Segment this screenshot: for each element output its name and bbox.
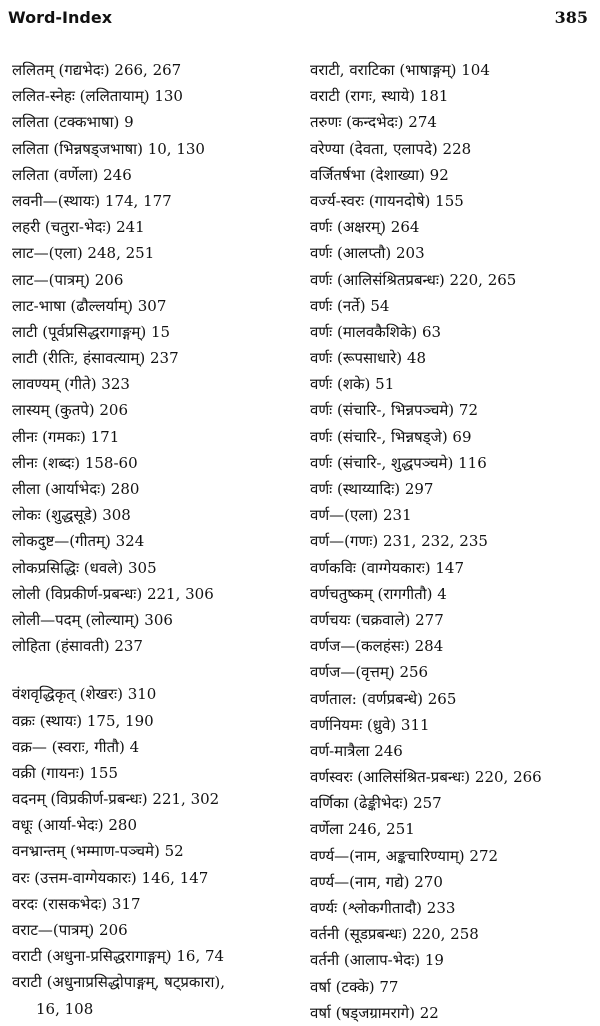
index-entry: वर्णः (संचारि-, भिन्नपञ्चमे) 72 [310, 401, 479, 420]
index-entry: लावण्यम् (गीते) 323 [12, 375, 130, 394]
index-entry: लाट—(पात्रम्) 206 [12, 270, 124, 289]
index-entry: वर्णेला 246, 251 [310, 820, 415, 839]
index-entry: लहरी (चतुरा-भेदः) 241 [12, 218, 145, 237]
index-entry: वरः (उत्तम-वाग्गेयकारः) 146, 147 [12, 868, 209, 887]
index-entry: ललित-स्नेहः (ललितायाम्) 130 [12, 87, 183, 106]
index-entry: वराटी (अधुनाप्रसिद्धोपाङ्गम्, षट्प्रकारा), [12, 973, 225, 992]
index-entry: लीला (आर्याभेदः) 280 [12, 480, 140, 498]
index-entry: लास्यम् (कुतपे) 206 [12, 401, 129, 420]
index-entry: ललिता (वर्णेला) 246 [12, 165, 132, 184]
index-column-right [310, 57, 595, 1026]
index-entry: वर्ण्य—(नाम, अङ्कचारिण्याम्) 272 [310, 846, 499, 865]
index-entry: वर्णः (रूपसाधारे) 48 [310, 349, 426, 368]
index-entry: वर्णस्वरः (आलिसंश्रित-प्रबन्धः) 220, 266 [310, 768, 542, 787]
index-entry: लोकदुष्ट—(गीतम्) 324 [12, 532, 145, 551]
index-entry: वरेण्या (देवता, एलापदे) 228 [310, 139, 472, 158]
index-entry: वर्णनियमः (ध्रुवे) 311 [310, 715, 430, 734]
index-entry: वर्णज—(कलहंसः) 284 [310, 637, 444, 656]
index-entry: वर्जितर्षभा (देशाख्या) 92 [310, 165, 449, 184]
page-number: 385 [554, 8, 588, 27]
index-entry: लीनः (शब्दः) 158-60 [12, 453, 138, 472]
index-entry: लोकप्रसिद्धिः (धवले) 305 [12, 558, 157, 577]
index-entry: वंशवृद्धिकृत् (शेखरः) 310 [12, 685, 157, 704]
index-entry: लोली (विप्रकीर्ण-प्रबन्धः) 221, 306 [12, 584, 214, 603]
index-entry: लीनः (गमकः) 171 [12, 427, 120, 446]
index-entry: वर्णः (शके) 51 [310, 375, 395, 394]
index-entry: वर्णः (स्थाय्यादिः) 297 [310, 480, 434, 498]
index-entry: वर्ण—(गणः) 231, 232, 235 [310, 532, 488, 551]
index-entry: वर्णताल: (वर्णप्रबन्धे) 265 [310, 689, 457, 708]
index-entry: वर्णः (मालवकैशिके) 63 [310, 322, 442, 341]
index-entry: वक्रः (स्थायः) 175, 190 [12, 711, 154, 730]
index-entry: वर्णः (संचारि-, भिन्नषड्जे) 69 [310, 427, 472, 446]
index-entry: वर्णः (आलिसंश्रितप्रबन्धः) 220, 265 [310, 270, 517, 289]
index-entry: वर्तनी (सूडप्रबन्धः) 220, 258 [310, 925, 479, 944]
index-entry: वर्ण्य—(नाम, गद्ये) 270 [310, 872, 443, 891]
index-column-left [12, 57, 292, 1022]
index-entry: लाटी (पूर्वप्रसिद्धरागाङ्गम्) 15 [12, 322, 171, 341]
index-entry: वरदः (रासकभेदः) 317 [12, 894, 141, 913]
index-entry: वराटी, वराटिका (भाषाङ्गम्) 104 [310, 61, 490, 79]
index-entry: वर्णकविः (वाग्गेयकारः) 147 [310, 558, 464, 577]
index-entry: ललिता (टक्कभाषा) 9 [12, 113, 134, 132]
index-entry: लोहिता (हंसावती) 237 [12, 637, 143, 656]
index-entry: वर्णः (नर्ते) 54 [310, 296, 390, 315]
index-entry: वर्णः (संचारि-, शुद्धपञ्चमे) 116 [310, 453, 487, 472]
running-title: Word-Index [8, 8, 113, 27]
index-entry: लोकः (शुद्धसूडे) 308 [12, 506, 131, 525]
index-entry: लवनी—(स्थायः) 174, 177 [12, 191, 172, 210]
index-entry: लाट-भाषा (ढौल्लर्याम्) 307 [12, 296, 167, 315]
index-entry: वधूः (आर्या-भेदः) 280 [12, 816, 137, 835]
index-entry: वर्णचयः (चक्रवाले) 277 [310, 610, 444, 629]
index-entry: ललितम् (गद्यभेदः) 266, 267 [12, 61, 182, 79]
index-entry: वर्ण—(एला) 231 [310, 506, 412, 525]
index-entry: वक्र— (स्वराः, गीतौ) 4 [12, 737, 140, 756]
index-entry: वराटी (अधुना-प्रसिद्धरागाङ्गम्) 16, 74 [12, 947, 225, 966]
index-entry: वर्णचतुष्कम् (रागगीतौ) 4 [310, 584, 447, 603]
index-entry: 16, 108 [36, 999, 94, 1018]
index-entry: वर्ज्य-स्वरः (गायनदोषे) 155 [310, 191, 464, 210]
index-entry: वक्री (गायनः) 155 [12, 763, 119, 782]
index-entry: वर्णः (अक्षरम्) 264 [310, 218, 420, 237]
index-entry: वर्ण-मात्रैला 246 [310, 741, 403, 760]
index-entry: लोली—पदम् (लोल्याम्) 306 [12, 610, 173, 629]
index-entry: वर्णः (आलप्तौ) 203 [310, 244, 425, 263]
index-entry: वर्षा (टक्के) 77 [310, 977, 399, 996]
index-entry: वराटी (रागः, स्थाये) 181 [310, 87, 449, 106]
index-entry: वदनम् (विप्रकीर्ण-प्रबन्धः) 221, 302 [12, 790, 220, 809]
index-entry: वराट—(पात्रम्) 206 [12, 921, 128, 939]
index-entry: वर्णिका (ढेङ्कीभेदः) 257 [310, 794, 442, 813]
index-entry: वर्णज—(वृत्तम्) 256 [310, 663, 429, 682]
index-entry: वनभ्रान्तम् (भम्माण-पञ्चमे) 52 [12, 842, 184, 861]
index-entry: लाटी (रीतिः, हंसावत्याम्) 237 [12, 349, 179, 368]
index-entry: वर्ण्यः (श्लोकगीतादौ) 233 [310, 899, 456, 917]
index-entry: वर्तनी (आलाप-भेदः) 19 [310, 951, 444, 970]
index-entry: तरुणः (कन्दभेदः) 274 [310, 113, 437, 132]
index-entry: ललिता (भिन्नषड्जभाषा) 10, 130 [12, 139, 205, 158]
page-header [8, 8, 592, 32]
index-entry: लाट—(एला) 248, 251 [12, 244, 155, 263]
index-entry: वर्षा (षड्जग्रामरागे) 22 [310, 1003, 439, 1022]
